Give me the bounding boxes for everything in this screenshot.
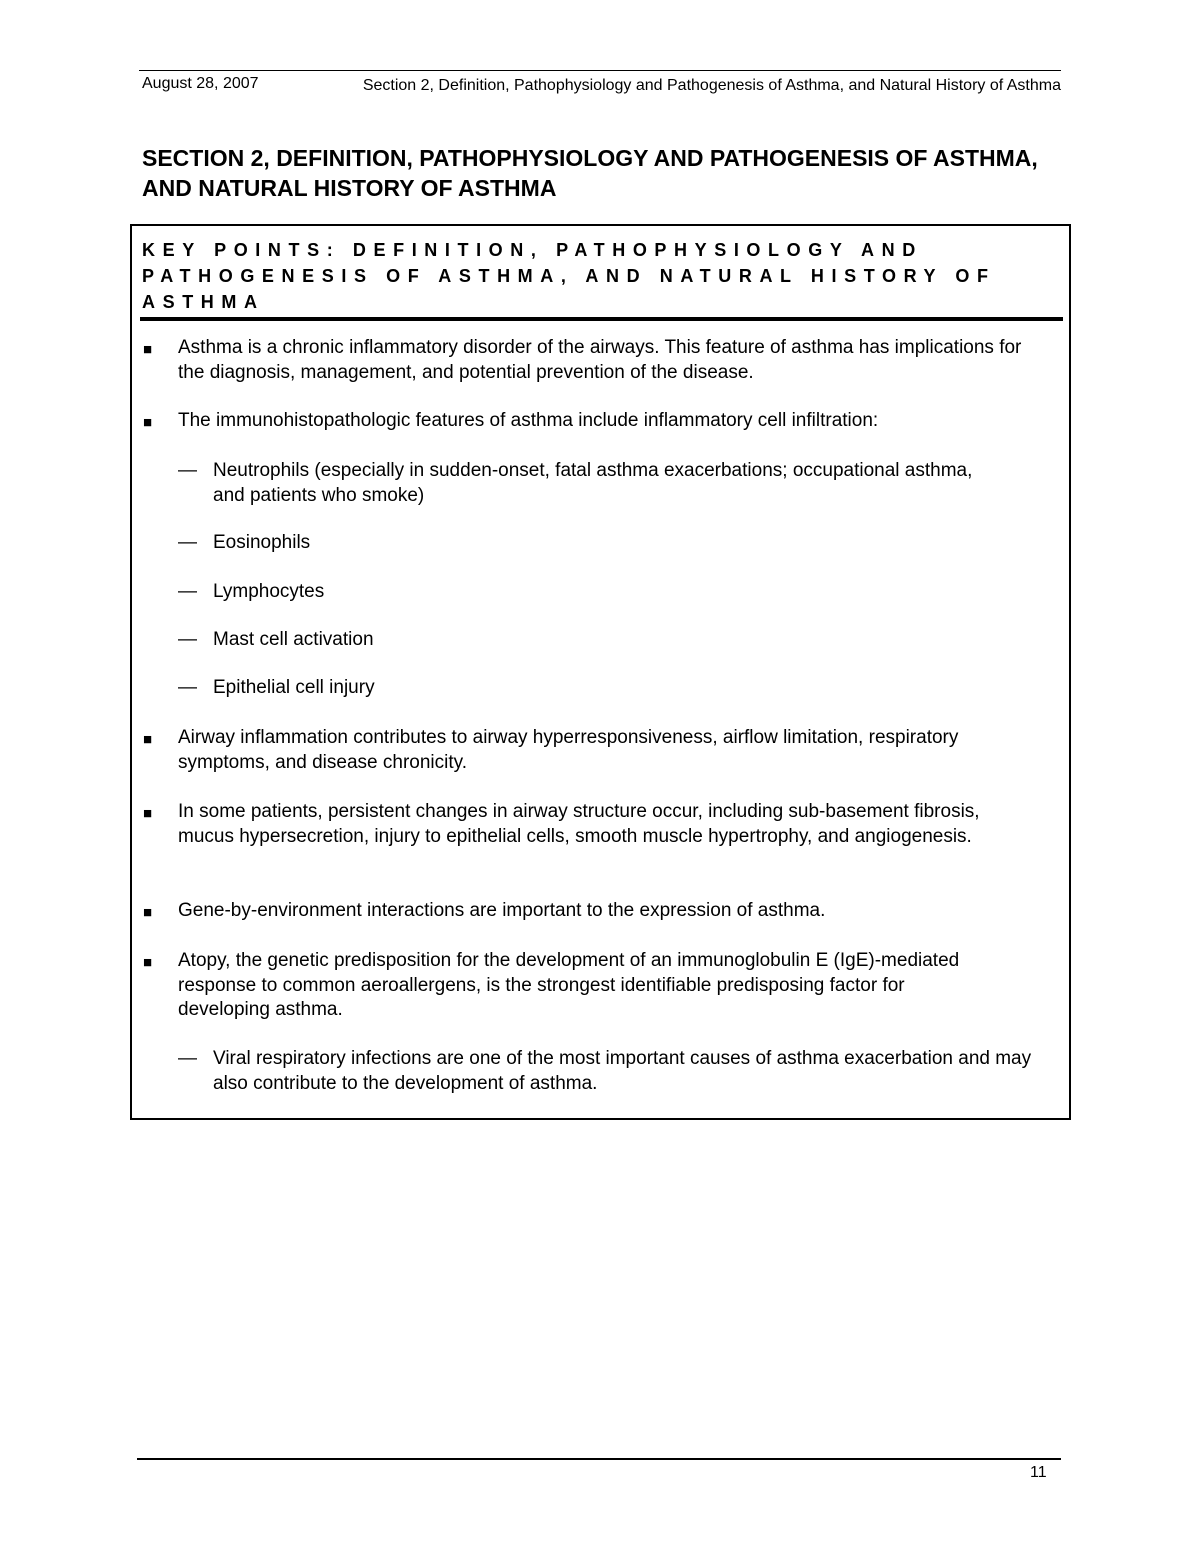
key-point-subitem-text: Eosinophils bbox=[213, 532, 311, 553]
bullet-marker: ■ bbox=[143, 805, 153, 822]
key-point-text: In some patients, persistent changes in airway structure occur, including sub-basement fibrosis, mucus hypersecretion, injury to epithelial cells, smooth muscle hypertrophy, and angiogenesis. bbox=[178, 801, 980, 847]
bullet-marker: ■ bbox=[143, 904, 153, 921]
running-header bbox=[139, 74, 1061, 96]
dash-marker: — bbox=[178, 1048, 197, 1069]
bullet-marker: ■ bbox=[143, 731, 153, 748]
page-number: 11 bbox=[1030, 1464, 1047, 1481]
key-point-subitem bbox=[178, 1047, 1058, 1096]
dash-marker: — bbox=[178, 629, 197, 650]
key-point-text: Airway inflammation contributes to airway hyperresponsiveness, airflow limitation, respiratory symptoms, and disease chronicity. bbox=[178, 727, 959, 773]
key-point-item bbox=[143, 336, 1053, 385]
key-point-item bbox=[143, 726, 1053, 775]
key-point-item bbox=[143, 899, 1053, 924]
key-point-text: Asthma is a chronic inflammatory disorder of the airways. This feature of asthma has implications for the diagnosis, management, and potential prevention of the disease. bbox=[178, 337, 1022, 383]
key-point-item bbox=[143, 409, 1053, 434]
key-point-item bbox=[143, 800, 1053, 849]
key-point-text: The immunohistopathologic features of asthma include inflammatory cell infiltration: bbox=[178, 410, 879, 431]
dash-marker: — bbox=[178, 677, 197, 698]
key-points-heading-rule bbox=[140, 317, 1063, 321]
key-point-item bbox=[143, 949, 1053, 1023]
dash-marker: — bbox=[178, 460, 197, 481]
bullet-marker: ■ bbox=[143, 954, 153, 971]
key-point-subitem-text: Neutrophils (especially in sudden-onset, fatal asthma exacerbations; occupational asthma, and patients who smoke) bbox=[213, 460, 973, 506]
key-point-subitem-text: Mast cell activation bbox=[213, 629, 374, 650]
key-point-subitem bbox=[178, 628, 1053, 653]
section-title: SECTION 2, DEFINITION, PATHOPHYSIOLOGY AND PATHOGENESIS OF ASTHMA, AND NATURAL HISTORY OF ASTHMA bbox=[142, 145, 1038, 201]
header-rule bbox=[139, 70, 1061, 71]
key-point-subitem-text: Lymphocytes bbox=[213, 581, 325, 602]
bullet-marker: ■ bbox=[143, 341, 153, 358]
key-point-subitem bbox=[178, 459, 1053, 508]
key-point-subitem bbox=[178, 676, 1053, 701]
key-points-box bbox=[130, 224, 1071, 1120]
key-point-subitem-text: Viral respiratory infections are one of the most important causes of asthma exacerbation and may also contribute to the development of asthma. bbox=[213, 1048, 1032, 1094]
key-point-subitem bbox=[178, 580, 1053, 605]
key-point-text: Gene-by-environment interactions are important to the expression of asthma. bbox=[178, 900, 826, 921]
key-points-heading: KEY POINTS: DEFINITION, PATHOPHYSIOLOGY AND PATHOGENESIS OF ASTHMA, AND NATURAL HISTORY OF ASTHMA bbox=[142, 240, 996, 312]
key-point-text: Atopy, the genetic predisposition for the development of an immunoglobulin E (IgE)-mediated response to common aeroallergens, is the strongest identifiable predisposing factor for developing asthma. bbox=[178, 950, 960, 1020]
key-point-subitem bbox=[178, 531, 1053, 556]
key-point-subitem-text: Epithelial cell injury bbox=[213, 677, 375, 698]
dash-marker: — bbox=[178, 581, 197, 602]
bullet-marker: ■ bbox=[143, 414, 153, 431]
footer-rule bbox=[137, 1458, 1061, 1460]
header-date: August 28, 2007 bbox=[142, 75, 259, 92]
header-running-title: Section 2, Definition, Pathophysiology and Pathogenesis of Asthma, and Natural History of Asthma bbox=[362, 77, 1061, 94]
dash-marker: — bbox=[178, 532, 197, 553]
